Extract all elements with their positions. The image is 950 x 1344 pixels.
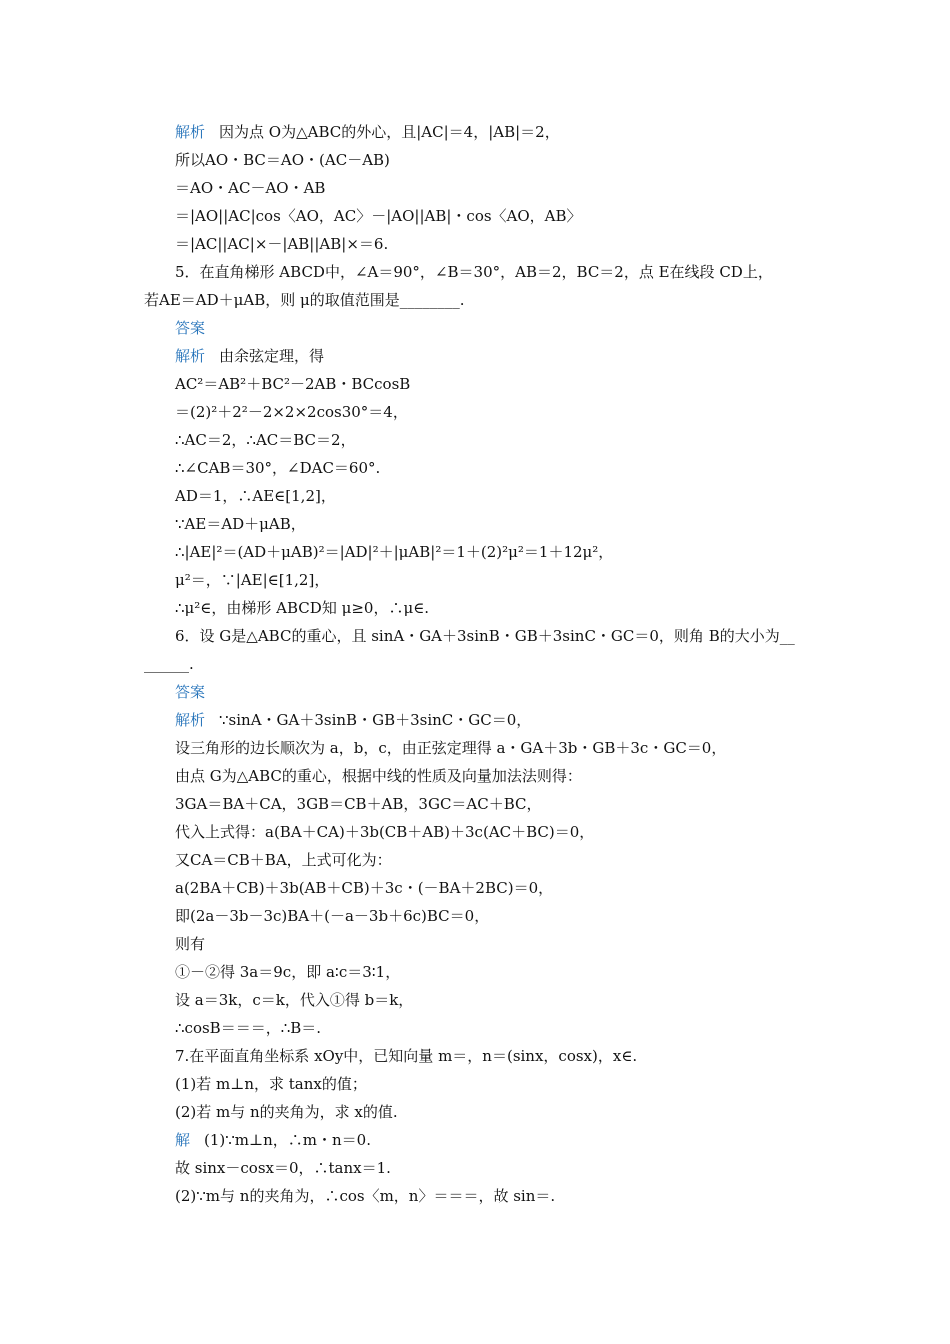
text-line: 所以AO・BC＝AO・(AC－AB)	[175, 151, 390, 169]
question-6: 6．设 G是△ABC的重心，且 sinA・GA＋3sinB・GB＋3sinC・GC＝0，则角 B的大小为__	[175, 627, 795, 645]
text-line: (1)若 m⊥n，求 tanx的值；	[175, 1075, 367, 1093]
answer-label: 答案	[175, 319, 206, 337]
text-line: 解析 ∵sinA・GA＋3sinB・GB＋3sinC・GC＝0，	[175, 711, 532, 729]
question-5-cont: 若AE＝AD＋μAB，则 μ的取值范围是________.	[144, 291, 465, 309]
text-line: 即(2a－3b－3c)BA＋(－a－3b＋6c)BC＝0，	[175, 907, 490, 925]
text-line: 解析 因为点 O为△ABC的外心，且|AC|＝4，|AB|＝2，	[175, 123, 560, 141]
text-line: ①－②得 3a＝9c，即 a∶c＝3∶1，	[175, 963, 401, 981]
analysis-label: 解析	[175, 347, 206, 365]
text-line: 由点 G为△ABC的重心，根据中线的性质及向量加法法则得：	[175, 767, 582, 785]
answer-label: 答案	[175, 683, 206, 701]
text-line: 解 (1)∵m⊥n，∴m・n＝0.	[175, 1131, 371, 1149]
text-line: 则有	[175, 935, 206, 953]
text-line: AD＝1，∴AE∈[1,2]，	[175, 487, 336, 505]
text-line: (2)若 m与 n的夹角为，求 x的值.	[175, 1103, 398, 1121]
question-7: 7.在平面直角坐标系 xOy中，已知向量 m＝，n＝(sinx，cosx)，x∈.	[175, 1047, 638, 1065]
text-line: 设 a＝3k，c＝k，代入①得 b＝k，	[175, 991, 414, 1009]
text-line: 故 sinx－cosx＝0，∴tanx＝1.	[175, 1159, 391, 1177]
text-line: ＝|AO||AC|cos〈AO，AC〉－|AO||AB|・cos〈AO，AB〉	[175, 207, 582, 225]
text-line: ＝|AC||AC|×－|AB||AB|×＝6.	[175, 235, 389, 253]
text-line: 代入上式得：a(BA＋CA)＋3b(CB＋AB)＋3c(AC＋BC)＝0，	[175, 823, 595, 841]
solution-label: 解	[175, 1131, 191, 1149]
text-line: ∴|AE|²＝(AD＋μAB)²＝|AD|²＋|μAB|²＝1＋(2)²μ²＝1＋12μ²，	[175, 543, 614, 561]
text-line: 解析 由余弦定理，得	[175, 347, 325, 365]
text-line: ∴∠CAB＝30°，∠DAC＝60°.	[175, 459, 381, 477]
analysis-label: 解析	[175, 123, 206, 141]
question-6-cont: ______.	[144, 655, 194, 673]
question-5: 5．在直角梯形 ABCD中，∠A＝90°，∠B＝30°，AB＝2，BC＝2，点 E在线段 CD上，	[175, 263, 773, 281]
text-line: ∴AC＝2，∴AC＝BC＝2，	[175, 431, 356, 449]
text-line: a(2BA＋CB)＋3b(AB＋CB)＋3c・(－BA＋2BC)＝0，	[175, 879, 554, 897]
text-line: 3GA＝BA＋CA，3GB＝CB＋AB，3GC＝AC＋BC，	[175, 795, 542, 813]
text-line: (2)∵m与 n的夹角为，∴cos〈m，n〉＝＝＝，故 sin＝.	[175, 1187, 556, 1205]
text-line: ＝AO・AC－AO・AB	[175, 179, 326, 197]
text-line: ∵AE＝AD＋μAB，	[175, 515, 306, 533]
text-line: ∴μ²∈，由梯形 ABCD知 μ≥0，∴μ∈.	[175, 599, 430, 617]
text-line: ＝(2)²＋2²－2×2×2cos30°＝4，	[175, 403, 408, 421]
analysis-label: 解析	[175, 711, 206, 729]
text-line: ∴cosB＝＝＝，∴B＝.	[175, 1019, 322, 1037]
text-line: 又CA＝CB＋BA，上式可化为：	[175, 851, 392, 869]
text-line: 设三角形的边长顺次为 a，b，c，由正弦定理得 a・GA＋3b・GB＋3c・GC＝0，	[175, 739, 727, 757]
text-line: AC²＝AB²＋BC²－2AB・BCcosB	[175, 375, 411, 393]
text-line: μ²＝，∵|AE|∈[1,2]，	[175, 571, 330, 589]
